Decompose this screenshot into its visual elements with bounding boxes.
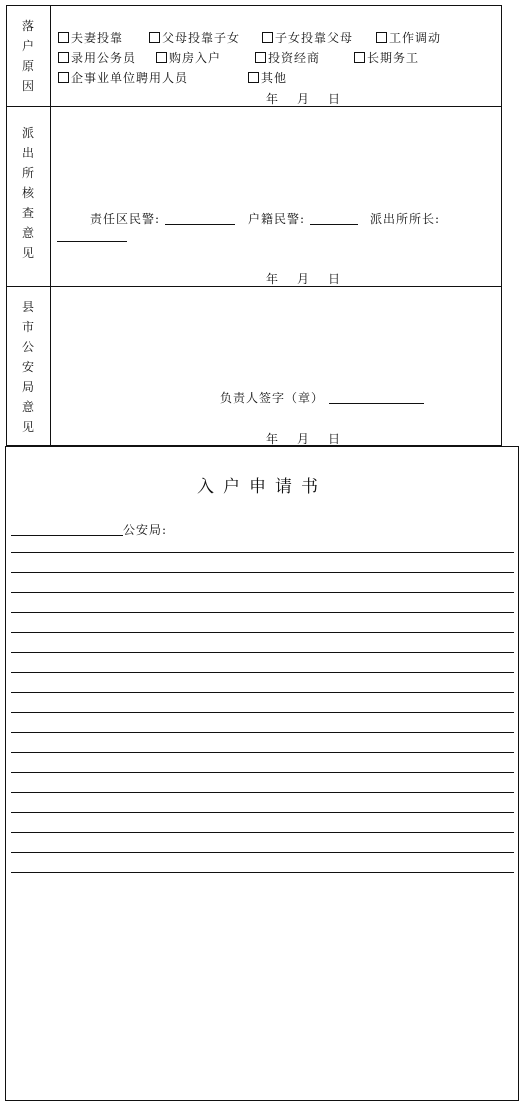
county-bureau-row-label [6, 297, 50, 437]
writing-line[interactable] [11, 632, 514, 633]
writing-line[interactable] [11, 652, 514, 653]
label-char: 安 [21, 360, 34, 374]
writing-line[interactable] [11, 732, 514, 733]
reason-option[interactable]: 父母投靠子女 [149, 29, 240, 46]
label-char: 见 [21, 246, 34, 260]
application-title: 入户申请书 [197, 477, 327, 497]
writing-line[interactable] [11, 612, 514, 613]
checkbox[interactable] [58, 32, 69, 43]
label-char: 见 [21, 420, 34, 434]
reason-option[interactable]: 夫妻投靠 [58, 29, 123, 46]
registrar-signature-field[interactable] [310, 212, 358, 225]
reason-option[interactable]: 子女投靠父母 [262, 29, 353, 46]
label-column-divider [50, 5, 51, 446]
head-signature-field[interactable] [329, 391, 424, 404]
label-char: 意 [21, 400, 34, 414]
label-char: 核 [21, 186, 34, 200]
checkbox[interactable] [58, 72, 69, 83]
label-char: 因 [21, 78, 34, 93]
head-signature-line: 负责人签字（章） [220, 389, 424, 406]
label-char: 落 [21, 18, 34, 33]
label-char: 查 [21, 206, 34, 220]
reason-option[interactable]: 其他 [248, 69, 287, 86]
writing-line[interactable] [11, 572, 514, 573]
reason-option[interactable]: 购房入户 [156, 49, 221, 66]
checkbox[interactable] [376, 32, 387, 43]
label-char: 市 [21, 320, 34, 334]
writing-line[interactable] [11, 812, 514, 813]
officer-signature-field[interactable] [165, 212, 235, 225]
director-signature-field[interactable] [57, 241, 127, 242]
writing-line[interactable] [11, 832, 514, 833]
label-char: 所 [21, 166, 34, 180]
writing-line[interactable] [11, 872, 514, 873]
writing-line[interactable] [11, 672, 514, 673]
checkbox[interactable] [255, 52, 266, 63]
reason-row-label [6, 5, 50, 106]
county-bureau-date: 年 月 日 [266, 432, 342, 446]
checkbox[interactable] [248, 72, 259, 83]
checkbox[interactable] [156, 52, 167, 63]
reason-date: 年 月 日 [266, 92, 342, 106]
writing-line[interactable] [11, 552, 514, 553]
application-letter-box [5, 446, 519, 1101]
writing-line[interactable] [11, 692, 514, 693]
label-char: 派 [21, 126, 34, 140]
label-char: 局 [21, 380, 34, 394]
row-divider [6, 286, 502, 287]
label-char: 意 [21, 226, 34, 240]
reason-option[interactable]: 录用公务员 [58, 49, 136, 66]
reason-option[interactable]: 工作调动 [376, 29, 441, 46]
label-char: 出 [21, 146, 34, 160]
officer-signature-line: 责任区民警: [90, 210, 235, 227]
label-char: 县 [21, 300, 34, 314]
bureau-name-field[interactable] [11, 523, 123, 536]
registrar-signature-line: 户籍民警: [248, 210, 358, 227]
label-char: 户 [21, 38, 34, 53]
checkbox[interactable] [149, 32, 160, 43]
police-station-row-label [6, 118, 50, 268]
writing-line[interactable] [11, 592, 514, 593]
reason-option[interactable]: 投资经商 [255, 49, 320, 66]
checkbox[interactable] [262, 32, 273, 43]
checkbox[interactable] [58, 52, 69, 63]
label-char: 公 [21, 340, 34, 354]
checkbox[interactable] [354, 52, 365, 63]
writing-line[interactable] [11, 792, 514, 793]
reason-option[interactable]: 企事业单位聘用人员 [58, 69, 188, 86]
label-char: 原 [21, 58, 34, 73]
row-divider [6, 106, 502, 107]
addressee-line: 公安局: [11, 521, 167, 538]
writing-line[interactable] [11, 852, 514, 853]
writing-line[interactable] [11, 772, 514, 773]
reason-option[interactable]: 长期务工 [354, 49, 419, 66]
writing-line[interactable] [11, 752, 514, 753]
police-station-date: 年 月 日 [266, 272, 342, 286]
director-signature-line: 派出所所长: [370, 212, 441, 226]
writing-line[interactable] [11, 712, 514, 713]
